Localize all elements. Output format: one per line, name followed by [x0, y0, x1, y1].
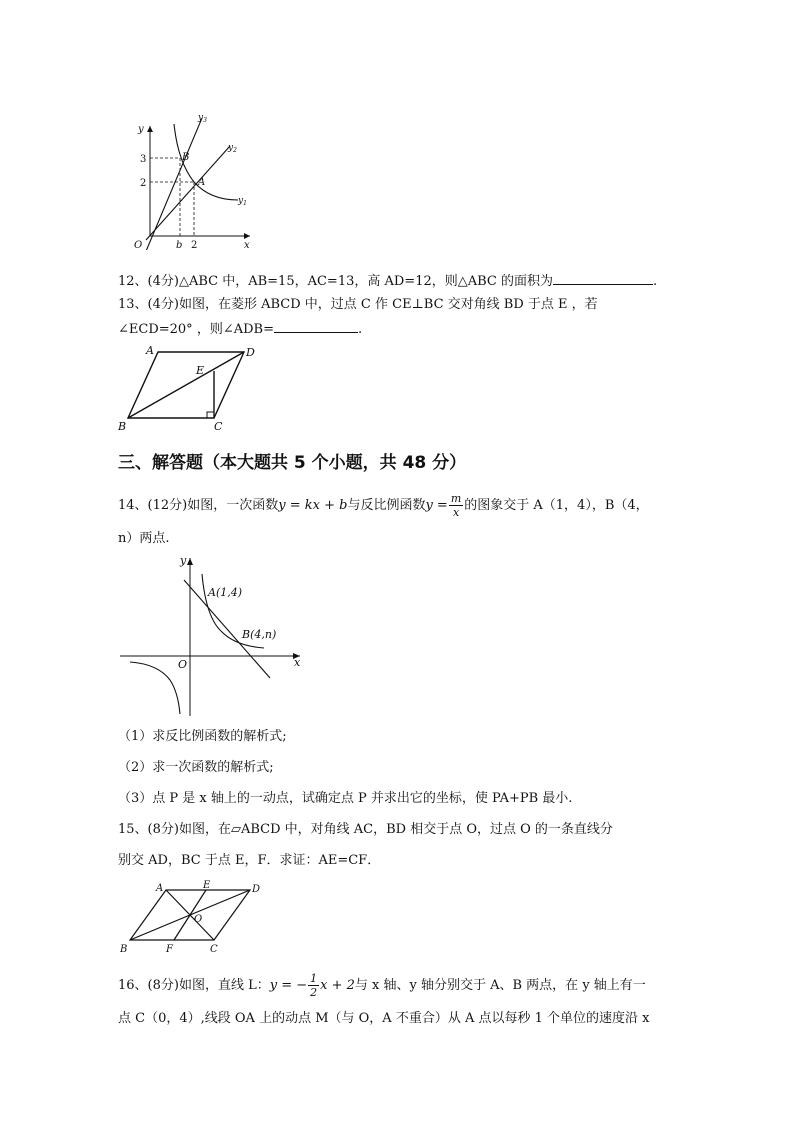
- x-axis-label: x: [244, 240, 250, 250]
- origin-label: O: [134, 240, 143, 250]
- vertex-c-label: C: [214, 420, 223, 433]
- question-15-line1: 15、(8分)如图，在▱ABCD 中，对角线 AC，BD 相交于点 O，过点 O 的一条直线分: [118, 822, 613, 837]
- figure-intersection-graph: [118, 552, 308, 720]
- question-12: [118, 270, 657, 291]
- y-axis-label: y: [138, 124, 144, 135]
- tick-label-2: 2: [140, 178, 147, 189]
- vertex-b-label: B: [120, 944, 128, 955]
- question-14-part3: （3）点 P 是 x 轴上的一动点，试确定点 P 并求出它的坐标，使 PA+PB 最小.: [118, 791, 573, 806]
- vertex-d-label: D: [246, 346, 255, 359]
- point-b-label: B: [182, 152, 190, 163]
- answer-blank: [553, 270, 653, 285]
- vertex-c-label: C: [210, 944, 218, 955]
- q13-text: ∠ECD=20° ，则∠ADB=: [118, 322, 274, 337]
- figure-function-graph: [118, 110, 258, 250]
- question-16-line2: 点 C（0，4）,线段 OA 上的动点 M（与 O，A 不重合）从 A 点以每秒 1 个单位的速度沿 x: [118, 1011, 650, 1026]
- q14-text-2: 与反比例函数: [347, 498, 426, 513]
- point-f-label: F: [166, 944, 173, 955]
- question-13-line1: 13、(4分)如图，在菱形 ABCD 中，过点 C 作 CE⊥BC 交对角线 BD 于点 E ，若: [118, 297, 598, 312]
- point-b-label: B(4,n): [242, 628, 277, 641]
- q13-suffix: .: [357, 322, 363, 337]
- origin-label: O: [178, 658, 188, 671]
- q16-text-1: 16、(8分)如图，直线 L：: [118, 978, 270, 993]
- question-14-part2: （2）求一次函数的解析式;: [118, 760, 274, 775]
- question-14-line2: n）两点.: [118, 531, 170, 546]
- question-15-line2: 别交 AD，BC 于点 E，F．求证：AE=CF．: [118, 853, 381, 868]
- point-a-label: A: [198, 177, 206, 188]
- x-axis-label: x: [294, 656, 301, 669]
- question-16-line1: [118, 972, 646, 999]
- q14-text-3: 的图象交于 A（1，4），B（4，: [464, 498, 649, 513]
- question-14-line1: [118, 492, 649, 519]
- vertex-b-label: B: [118, 420, 127, 433]
- vertex-a-label: A: [146, 344, 154, 357]
- x-tick-2: 2: [191, 240, 198, 250]
- linear-function: y = kx + b: [278, 498, 348, 513]
- q16-text-2: 与 x 轴、y 轴分别交于 A、B 两点，在 y 轴上有一: [354, 978, 646, 993]
- vertex-a-label: A: [156, 883, 164, 894]
- line-equation-rhs: x + 2: [320, 978, 355, 993]
- line-equation-lhs: y = −: [269, 978, 308, 993]
- figure-parallelogram: [118, 878, 268, 960]
- question-13-line2: [118, 318, 362, 339]
- q14-text-1: 14、(12分)如图，一次函数: [118, 498, 279, 513]
- inverse-function-fraction: $\frac{m}{x}$: [450, 492, 462, 519]
- tick-label-3: 3: [140, 154, 147, 165]
- answer-blank: [274, 318, 358, 333]
- inverse-function-lhs: y =: [425, 498, 448, 513]
- y-axis-label: y: [180, 554, 187, 567]
- q12-suffix: .: [653, 274, 658, 289]
- q12-text: 12、(4分)△ABC 中，AB=15，AC=13，高 AD=12，则△ABC 的面积为: [118, 274, 553, 289]
- question-14-part1: （1）求反比例函数的解析式;: [118, 729, 287, 744]
- y3-label: $y_3$: [198, 113, 207, 124]
- section-heading: 三、解答题（本大题共 5 个小题，共 48 分）: [118, 453, 467, 473]
- point-o-label: O: [194, 914, 203, 925]
- x-tick-b: b: [176, 240, 183, 250]
- point-a-label: A(1,4): [208, 586, 243, 599]
- vertex-d-label: D: [252, 884, 261, 895]
- figure-rhombus: [118, 340, 268, 435]
- point-e-label: E: [196, 364, 205, 377]
- point-e-label: E: [203, 880, 211, 891]
- y2-label: $y_2$: [228, 143, 237, 154]
- y1-label: $y_1$: [238, 196, 247, 207]
- line-equation-fraction: $\frac{1}{2}$: [310, 972, 318, 999]
